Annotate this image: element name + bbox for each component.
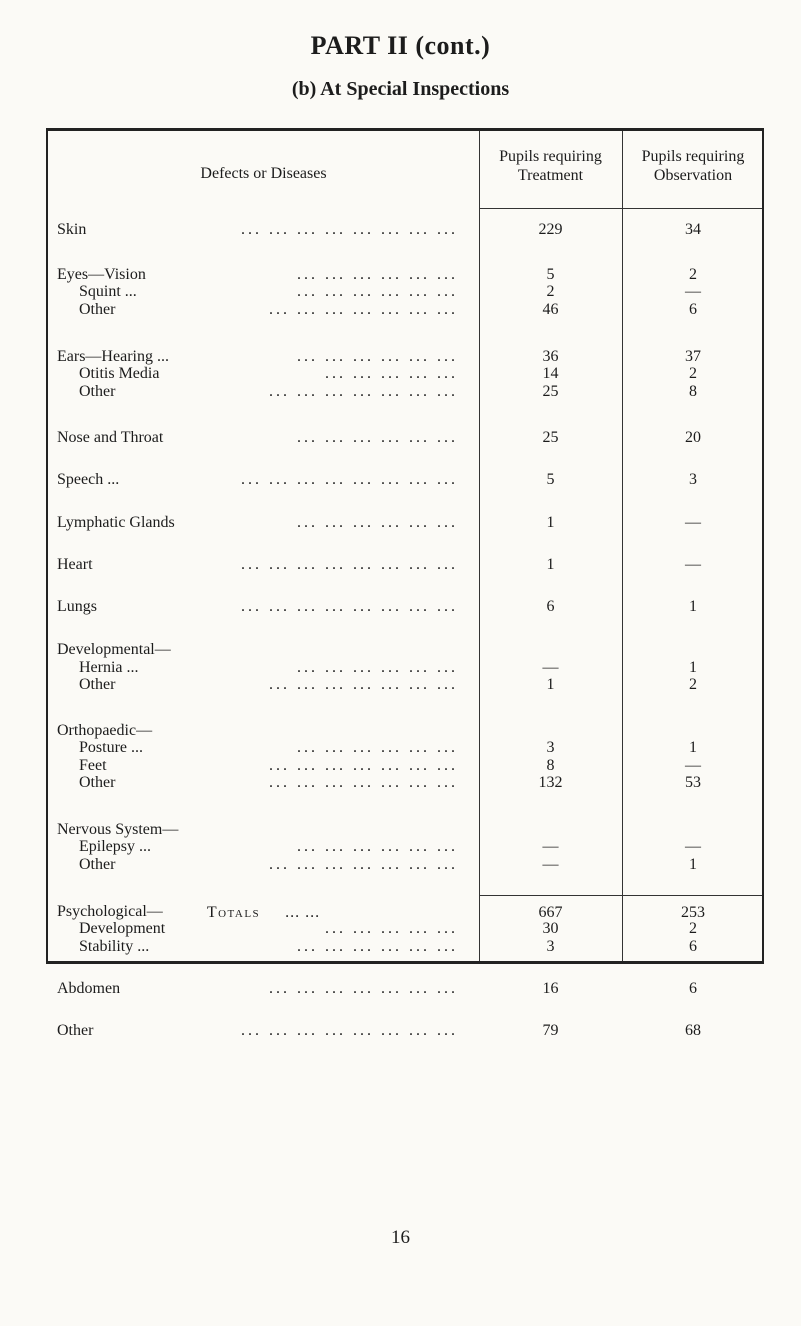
table-row bbox=[48, 855, 764, 875]
column-header-observation bbox=[622, 147, 764, 185]
treatment-value: 229 bbox=[538, 221, 563, 238]
totals-rule bbox=[479, 895, 762, 896]
treatment-value: 132 bbox=[538, 774, 563, 791]
leader-dots: ... ... ... ... ... bbox=[325, 365, 458, 382]
leader-dots: ... ... ... ... ... ... ... bbox=[269, 383, 458, 400]
row-label: Abdomen bbox=[57, 980, 121, 997]
row-label: Nervous System— bbox=[57, 821, 179, 838]
row-label: Other bbox=[79, 301, 116, 318]
treatment-value: 30 bbox=[542, 920, 559, 937]
treatment-value: 3 bbox=[546, 739, 555, 756]
table-row bbox=[48, 555, 764, 575]
treatment-value: 79 bbox=[542, 1022, 559, 1039]
table-row bbox=[48, 640, 764, 660]
observation-value: 2 bbox=[689, 676, 697, 693]
table-row bbox=[48, 382, 764, 402]
treatment-value: — bbox=[542, 838, 559, 855]
leader-dots: ... ... ... ... ... ... bbox=[297, 838, 458, 855]
row-label: Nose and Throat bbox=[57, 429, 164, 446]
treatment-value: 1 bbox=[546, 514, 555, 531]
treatment-value: 1 bbox=[546, 676, 555, 693]
leader-dots: ... ... ... ... ... ... ... ... bbox=[241, 556, 458, 573]
row-label: Other bbox=[79, 856, 116, 873]
row-label: Orthopaedic— bbox=[57, 722, 153, 739]
observation-value: 37 bbox=[685, 348, 701, 365]
observation-value: — bbox=[685, 283, 701, 300]
totals-observation-value: 253 bbox=[681, 904, 705, 921]
totals-label bbox=[48, 904, 479, 922]
row-label: Squint ... bbox=[79, 283, 137, 300]
totals-label-text: Totals bbox=[206, 904, 261, 921]
leader-dots: ... ... ... ... ... ... ... bbox=[269, 676, 458, 693]
observation-value: 3 bbox=[689, 471, 697, 488]
column-header-treatment bbox=[479, 147, 622, 185]
row-label: Developmental— bbox=[57, 641, 171, 658]
page-number: 16 bbox=[391, 1227, 410, 1248]
leader-dots: ... ... ... ... ... ... bbox=[297, 429, 458, 446]
table-row bbox=[48, 300, 764, 320]
treatment-value: 3 bbox=[546, 938, 555, 955]
row-label: Other bbox=[79, 383, 116, 400]
column-header-defects: Defects or Diseases bbox=[200, 165, 327, 182]
observation-value: 53 bbox=[685, 774, 701, 791]
table-row bbox=[48, 738, 764, 758]
column-header-observation-line2: Observation bbox=[653, 167, 733, 184]
column-header-treatment-line2: Treatment bbox=[517, 167, 584, 184]
inspection-table bbox=[46, 128, 764, 1039]
row-label: Heart bbox=[57, 556, 93, 573]
leader-dots: ... ... ... ... ... ... ... ... bbox=[241, 471, 458, 488]
observation-value: 6 bbox=[689, 301, 697, 318]
column-header-observation-line1: Pupils requiring bbox=[641, 148, 745, 165]
observation-value: 8 bbox=[689, 383, 697, 400]
observation-value: 2 bbox=[689, 266, 697, 283]
page-title: PART II (cont.) bbox=[310, 31, 491, 60]
page-subtitle: (b) At Special Inspections bbox=[291, 78, 510, 100]
leader-dots: ... ... ... ... ... ... ... bbox=[269, 757, 458, 774]
row-label: Otitis Media bbox=[79, 365, 160, 382]
treatment-value: 46 bbox=[542, 301, 559, 318]
totals-treatment-value: 667 bbox=[538, 904, 563, 921]
observation-value: — bbox=[685, 556, 701, 573]
row-label: Skin bbox=[57, 221, 87, 238]
table-row bbox=[48, 979, 764, 999]
treatment-value: 6 bbox=[546, 598, 555, 615]
leader-dots: ... ... ... ... ... ... bbox=[297, 938, 458, 955]
leader-dots: ... ... ... ... ... ... ... ... bbox=[241, 598, 458, 615]
row-label: Other bbox=[79, 676, 116, 693]
table-row bbox=[48, 675, 764, 695]
leader-dots: ... ... ... ... ... ... bbox=[297, 514, 458, 531]
leader-dots: ... ... ... ... ... ... ... bbox=[269, 301, 458, 318]
leader-dots: ... ... ... ... ... ... bbox=[297, 266, 458, 283]
table-row bbox=[48, 364, 764, 384]
observation-value: — bbox=[685, 757, 701, 774]
observation-value: — bbox=[685, 838, 701, 855]
header-rule bbox=[479, 208, 762, 209]
treatment-value: — bbox=[542, 856, 559, 873]
totals-leader-dots: ... ... bbox=[285, 904, 321, 921]
table-row bbox=[48, 937, 764, 957]
leader-dots: ... ... ... ... ... ... ... bbox=[269, 980, 458, 997]
table-row bbox=[48, 220, 764, 240]
table-row bbox=[48, 837, 764, 857]
row-label: Ears—Hearing ... bbox=[57, 348, 169, 365]
table-row bbox=[48, 282, 764, 302]
observation-value: 1 bbox=[689, 739, 697, 756]
observation-value: 68 bbox=[685, 1022, 701, 1039]
row-label: Lungs bbox=[57, 598, 97, 615]
leader-dots: ... ... ... ... ... bbox=[325, 920, 458, 937]
column-header-treatment-line1: Pupils requiring bbox=[499, 148, 602, 165]
row-label: Eyes—Vision bbox=[57, 266, 146, 283]
row-label: Posture ... bbox=[79, 739, 143, 756]
treatment-value: 25 bbox=[542, 429, 559, 446]
observation-value: 2 bbox=[689, 365, 697, 382]
observation-value: 20 bbox=[685, 429, 701, 446]
leader-dots: ... ... ... ... ... ... bbox=[297, 348, 458, 365]
observation-value: 1 bbox=[689, 598, 697, 615]
table-row bbox=[48, 428, 764, 448]
treatment-value: 8 bbox=[546, 757, 555, 774]
observation-value: 2 bbox=[689, 920, 697, 937]
treatment-value: 14 bbox=[542, 365, 559, 382]
row-label: Lymphatic Glands bbox=[57, 514, 175, 531]
treatment-value: — bbox=[542, 659, 559, 676]
observation-value: 34 bbox=[685, 221, 701, 238]
row-label: Development bbox=[79, 920, 166, 937]
leader-dots: ... ... ... ... ... ... ... bbox=[269, 774, 458, 791]
treatment-value: 5 bbox=[546, 266, 555, 283]
leader-dots: ... ... ... ... ... ... bbox=[297, 283, 458, 300]
table-row bbox=[48, 470, 764, 490]
leader-dots: ... ... ... ... ... ... bbox=[297, 659, 458, 676]
table-row bbox=[48, 919, 764, 939]
leader-dots: ... ... ... ... ... ... ... ... bbox=[241, 221, 458, 238]
row-label: Other bbox=[57, 1022, 94, 1039]
treatment-value: 25 bbox=[542, 383, 559, 400]
row-label: Other bbox=[79, 774, 116, 791]
row-label: Psychological— bbox=[57, 903, 163, 920]
observation-value: 6 bbox=[689, 938, 697, 955]
treatment-value: 5 bbox=[546, 471, 555, 488]
treatment-value: 2 bbox=[546, 283, 555, 300]
table-row bbox=[48, 597, 764, 617]
treatment-value: 16 bbox=[542, 980, 559, 997]
observation-value: 1 bbox=[689, 856, 697, 873]
treatment-value: 36 bbox=[542, 348, 559, 365]
row-label: Feet bbox=[79, 757, 107, 774]
observation-value: 1 bbox=[689, 659, 697, 676]
row-label: Epilepsy ... bbox=[79, 838, 151, 855]
table-row bbox=[48, 513, 764, 533]
table-row bbox=[48, 1021, 764, 1041]
row-label: Stability ... bbox=[79, 938, 150, 955]
leader-dots: ... ... ... ... ... ... ... bbox=[269, 856, 458, 873]
row-label: Speech ... bbox=[57, 471, 120, 488]
leader-dots: ... ... ... ... ... ... ... ... bbox=[241, 1022, 458, 1039]
treatment-value: 1 bbox=[546, 556, 555, 573]
table-row bbox=[48, 773, 764, 793]
leader-dots: ... ... ... ... ... ... bbox=[297, 739, 458, 756]
row-label: Hernia ... bbox=[79, 659, 139, 676]
observation-value: — bbox=[685, 514, 701, 531]
observation-value: 6 bbox=[689, 980, 697, 997]
